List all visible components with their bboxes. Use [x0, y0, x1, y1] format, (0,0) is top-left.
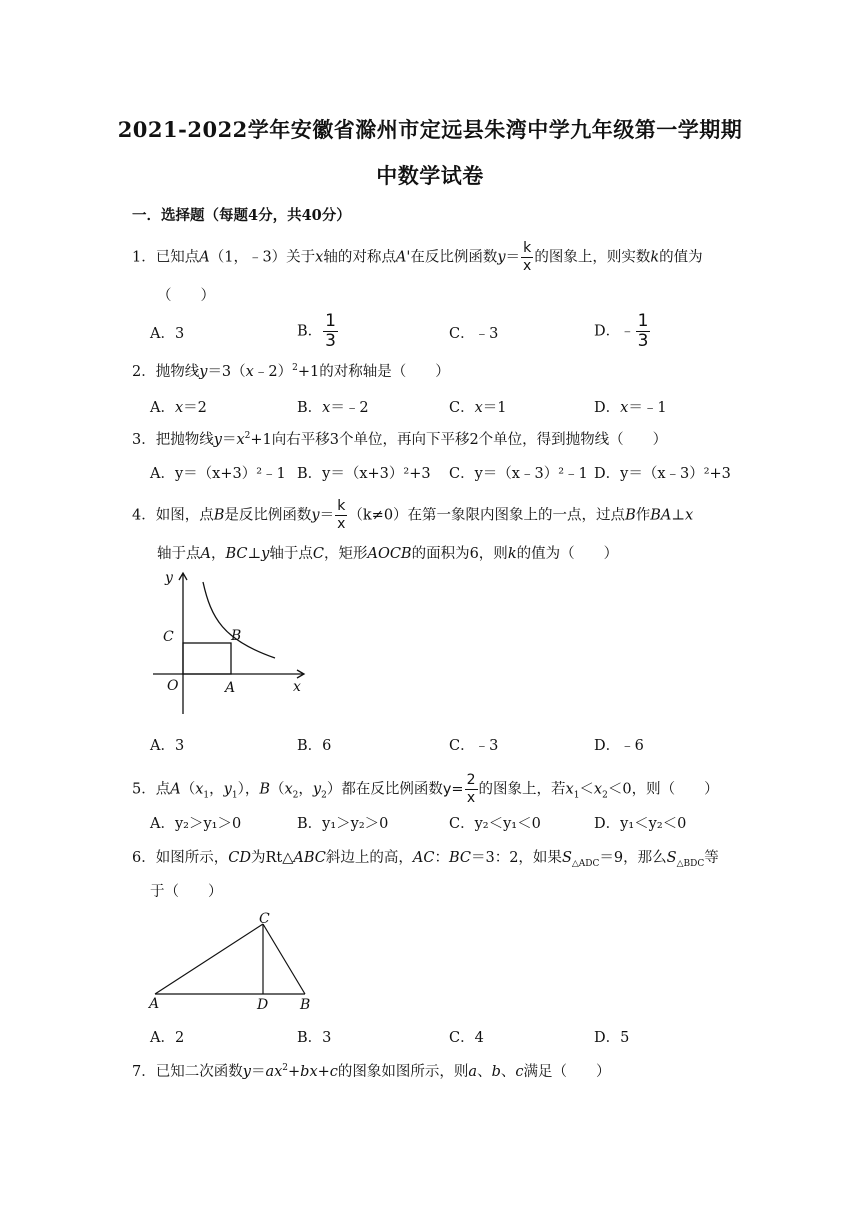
- q2-option-a[interactable]: A．x＝2: [150, 400, 207, 416]
- q3-option-c[interactable]: C．y＝（x﹣3）²﹣1: [449, 466, 588, 482]
- label-x: x: [293, 679, 301, 695]
- label-c: C: [259, 912, 270, 927]
- question-5-stem: 5．点$A(x_1$，$y_1$），$B(x_2$，$y_2$）都在反比例函数y= $\frac{2}{x}$ 的图象上，若$x_1<x_2<0$，则（ ）: [132, 772, 719, 806]
- q3-option-a[interactable]: A．y＝（x+3）²﹣1: [150, 466, 286, 482]
- q1-option-b[interactable]: B． $\frac{1}{3}$: [297, 311, 336, 351]
- q4-option-c[interactable]: C．﹣3: [449, 738, 499, 754]
- q6-option-d[interactable]: D．5: [594, 1030, 630, 1046]
- label-d: D: [257, 997, 269, 1013]
- question-3-stem: 3．把抛物线$y=x^2+1$向右平移3个单位，再向下平移2个单位，得到抛物线（ ）: [132, 431, 668, 448]
- label-a: A: [149, 996, 160, 1012]
- q6-option-b[interactable]: B．3: [297, 1030, 332, 1046]
- question-4-stem: 4．如图，点B是反比例函数y＝ $\frac{k}{x}$ （k≠0）在第一象限内图象上的一点，过点B作BA⊥x: [132, 498, 694, 532]
- q2-option-b[interactable]: B．x＝﹣2: [297, 400, 369, 416]
- q5-option-a[interactable]: A．y₂＞y₁＞0: [150, 816, 242, 832]
- fraction-2-over-x: $\frac{2}{x}$: [466, 772, 476, 806]
- paper-title-line1: 2021-2022学年安徽省滁州市定远县朱湾中学九年级第一学期期: [117, 117, 743, 142]
- figure-right-triangle: [145, 912, 320, 1014]
- question-4-stem-line2: 轴于点A，BC⊥y轴于点C，矩形AOCB的面积为6，则k的值为（ ）: [157, 546, 619, 562]
- label-y: y: [165, 570, 173, 586]
- label-b: B: [300, 997, 311, 1013]
- side-ac: [155, 924, 263, 994]
- label-a: A: [225, 680, 236, 696]
- figure-hyperbola-rectangle: [145, 566, 310, 718]
- question-6-stem: 6．如图所示，CD为Rt△ABC斜边上的高，AC：BC＝3：2，如果$S_{\triangle ADC}=9$，那么$S_{\triangle BDC}$等: [132, 850, 719, 869]
- q1-option-a[interactable]: A．3: [150, 326, 185, 342]
- q4-option-d[interactable]: D．﹣6: [594, 738, 644, 754]
- label-b: B: [231, 628, 242, 644]
- fraction-k-over-x: $\frac{k}{x}$: [523, 240, 532, 274]
- q2-option-d[interactable]: D．x＝﹣1: [594, 400, 667, 416]
- paper-title-line2: 中数学试卷: [376, 163, 484, 188]
- side-bc: [263, 924, 305, 994]
- fraction-k-over-x-q4: $\frac{k}{x}$: [337, 498, 346, 532]
- q3-option-b[interactable]: B．y＝（x+3）²+3: [297, 466, 431, 482]
- fraction-one-third-negative: $\frac{1}{3}$: [637, 311, 649, 351]
- q5-option-c[interactable]: C．y₂＜y₁＜0: [449, 816, 541, 832]
- q4-option-b[interactable]: B．6: [297, 738, 332, 754]
- q2-option-c[interactable]: C．x＝1: [449, 400, 507, 416]
- label-o: O: [167, 678, 179, 694]
- q5-option-d[interactable]: D．y₁＜y₂＜0: [594, 816, 687, 832]
- q5-option-b[interactable]: B．y₁＞y₂＞0: [297, 816, 389, 832]
- q6-option-c[interactable]: C．4: [449, 1030, 484, 1046]
- question-6-stem-line2: 于（ ）: [150, 884, 223, 900]
- q4-option-a[interactable]: A．3: [150, 738, 185, 754]
- q1-option-d[interactable]: D．﹣ $\frac{1}{3}$: [594, 311, 649, 351]
- q3-option-d[interactable]: D．y＝（x﹣3）²+3: [594, 466, 731, 482]
- section-heading: 一．选择题（每题4分，共40分）: [132, 207, 351, 224]
- hyperbola-curve: [203, 582, 275, 658]
- question-2-stem: 2．抛物线y＝3（x﹣2）$^2$+1的对称轴是（ ）: [132, 363, 450, 380]
- label-c: C: [163, 629, 174, 645]
- question-1-blank: （ ）: [157, 288, 215, 304]
- q1-option-c[interactable]: C．﹣3: [449, 326, 499, 342]
- q6-option-a[interactable]: A．2: [150, 1030, 185, 1046]
- rectangle-aocb: [183, 643, 231, 674]
- question-7-stem: 7．已知二次函数$y=ax^2+bx+c$的图象如图所示，则a、b、c满足（ ）: [132, 1063, 611, 1080]
- question-1-stem: 1．已知点A（1，﹣3）关于x轴的对称点A'在反比例函数y＝ $\frac{k}{x}$ 的图象上，则实数k的值为: [132, 240, 703, 274]
- fraction-one-third: $\frac{1}{3}$: [325, 311, 336, 351]
